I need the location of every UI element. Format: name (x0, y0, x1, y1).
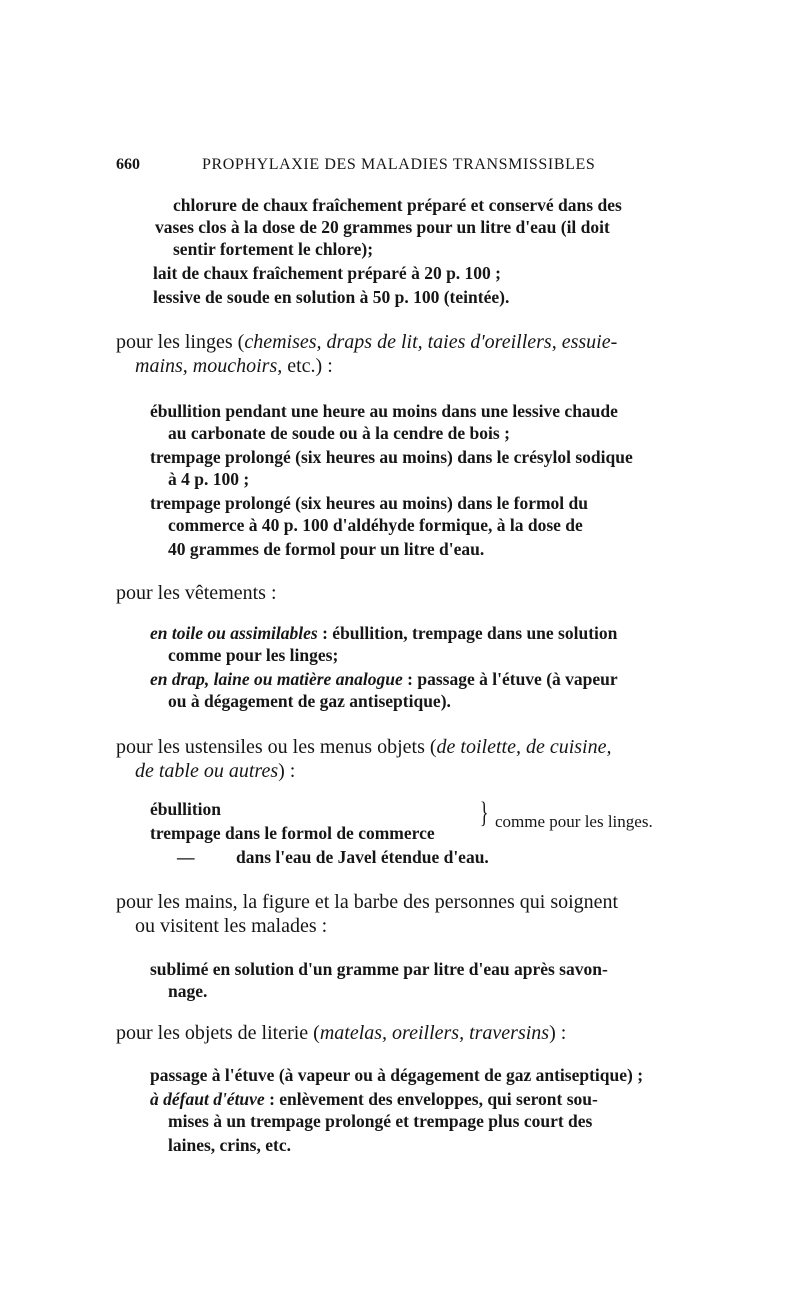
brace-symbol: } (479, 796, 489, 829)
list-item-cont: mises à un trempage prolongé et trempage plus court des (168, 1111, 593, 1131)
list-item: trempage prolongé (six heures au moins) dans le formol du (150, 493, 589, 513)
list-item: sublimé en solution d'un gramme par litre d'eau après savon- (150, 959, 608, 979)
list-item-cont: 40 grammes de formol pour un litre d'eau. (168, 539, 485, 559)
text-line: vases clos à la dose de 20 grammes pour un litre d'eau (il doit (155, 217, 610, 237)
section-heading-ustensiles (116, 735, 611, 759)
running-head: PROPHYLAXIE DES MALADIES TRANSMISSIBLES (202, 156, 596, 173)
list-item: trempage prolongé (six heures au moins) dans le crésylol sodique (150, 447, 633, 467)
item-text: : passage à l'étuve (à vapeur (402, 669, 618, 689)
list-item-cont: comme pour les linges; (168, 645, 339, 665)
list-item: ébullition (150, 799, 221, 819)
heading-text: pour les objets de literie ( (116, 1022, 320, 1044)
item-italic: à défaut d'étuve (150, 1089, 265, 1109)
brace-text: comme pour les linges. (495, 812, 653, 831)
list-item (150, 1088, 598, 1110)
heading-italic: de table ou autres (135, 760, 279, 782)
section-heading-mains: pour les mains, la figure et la barbe des personnes qui soignent (116, 891, 619, 913)
heading-italic: chemises, draps de lit, taies d'oreillers, essuie- (244, 331, 618, 353)
heading-text: etc.) : (282, 355, 333, 377)
list-item-cont: ou à dégagement de gaz antiseptique). (168, 691, 451, 711)
heading-text: ) : (278, 760, 296, 782)
item-italic: en drap, laine ou matière analogue (150, 669, 403, 689)
text-line: chlorure de chaux fraîchement préparé et conservé dans des (173, 195, 622, 215)
section-heading-vetements: pour les vêtements : (116, 582, 277, 604)
section-heading-linges (116, 330, 617, 354)
item-text: : ébullition, trempage dans une solution (317, 623, 618, 643)
heading-text: pour les ustensiles ou les menus objets ( (116, 736, 437, 758)
list-item-cont: au carbonate de soude ou à la cendre de bois ; (168, 423, 510, 443)
ditto-dash: — (177, 847, 195, 867)
heading-italic: mains, mouchoirs, (135, 355, 283, 377)
text-line: lessive de soude en solution à 50 p. 100 (teintée). (153, 287, 510, 307)
page-header (116, 156, 636, 182)
list-item (150, 668, 618, 690)
heading-text: pour les linges ( (116, 331, 245, 353)
section-heading-linges-cont (135, 354, 333, 378)
list-item (150, 622, 617, 644)
item-text: : enlèvement des enveloppes, qui seront sou- (264, 1089, 598, 1109)
heading-italic: matelas, oreillers, traversins (319, 1022, 550, 1044)
list-item: dans l'eau de Javel étendue d'eau. (236, 847, 489, 867)
section-heading-ustensiles-cont (135, 759, 295, 783)
list-item: passage à l'étuve (à vapeur ou à dégagement de gaz antiseptique) ; (150, 1065, 644, 1085)
list-item-cont: laines, crins, etc. (168, 1135, 291, 1155)
item-italic: en toile ou assimilables (150, 623, 318, 643)
text-line: sentir fortement le chlore); (173, 239, 374, 259)
heading-text: ) : (549, 1022, 567, 1044)
section-heading-mains-cont: ou visitent les malades : (135, 915, 328, 937)
heading-italic: de toilette, de cuisine, (436, 736, 612, 758)
section-heading-literie (116, 1021, 566, 1045)
list-item-cont: nage. (168, 981, 208, 1001)
text-line: lait de chaux fraîchement préparé à 20 p. 100 ; (153, 263, 502, 283)
list-item: trempage dans le formol de commerce (150, 823, 435, 843)
list-item-cont: à 4 p. 100 ; (168, 469, 250, 489)
list-item: ébullition pendant une heure au moins dans une lessive chaude (150, 401, 618, 421)
list-item-cont: commerce à 40 p. 100 d'aldéhyde formique, à la dose de (168, 515, 583, 535)
page-number: 660 (116, 156, 140, 173)
